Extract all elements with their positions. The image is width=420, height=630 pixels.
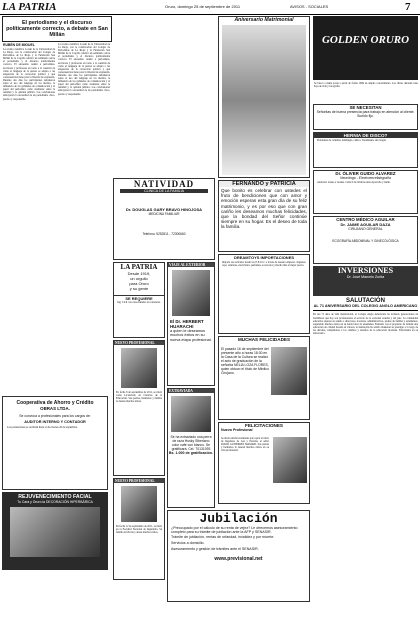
- inversiones-ad: [313, 266, 418, 296]
- jubilacion-item3: Asesoramiento y gestión de trámites ante el SENASIR.: [171, 547, 259, 552]
- patria-ad-l1: Desde 1919,: [127, 271, 151, 276]
- cooperativa-text: Se convoca a profesionales para los cargos de:: [19, 414, 91, 418]
- felicitaciones-photo: [273, 437, 307, 483]
- extraviada-ad: [167, 388, 215, 508]
- fernando-patricia: [218, 180, 310, 252]
- rejuv-photo: [10, 507, 100, 557]
- cumple1-text: En fecha 8 de septiembre de 2011, se tituló como Licenciado en Ciencias de la Educación. Sus padres, hermanos y familia le desean muchos éxitos.: [116, 391, 162, 404]
- oliver-ad: [313, 170, 418, 214]
- patria-ad-l6: Ing. Civil con conocimiento en carreteras.: [117, 301, 161, 304]
- nuevo-profesional-2: [113, 478, 165, 580]
- golden-oruro-ad: [313, 16, 418, 80]
- cumple2-title: NUEVO PROFESIONAL: [114, 479, 164, 483]
- natividad-ad: [113, 178, 215, 260]
- dreamtoys-ad: [218, 254, 310, 334]
- patria-ad-l5: SE REQUIERE: [114, 295, 164, 301]
- page-header: [0, 0, 420, 15]
- inversiones-title: INVERSIONES: [337, 266, 394, 275]
- viaje-name: El Dr. HERBERT HUARACHI: [170, 319, 204, 329]
- salutacion-block: [313, 298, 418, 608]
- felicitaciones-title: FELICITACIONES: [245, 423, 283, 428]
- patria-ad-l4: y su gente: [129, 286, 149, 291]
- salutacion-sub: AL 71 ANIVERSARIO DEL COLEGIO ANGLO AMERICANO: [313, 304, 418, 308]
- cumple2-photo: [121, 486, 157, 522]
- se-necesitan-ad: [313, 104, 418, 130]
- viaje-text: a quien le deseamos muchos éxitos en su nueva etapa profesional.: [170, 329, 212, 342]
- extraviada-reward: Bs. 1.000 de gratificación.: [168, 451, 214, 455]
- centro-extra: ECOGRAFÍA ABDOMINAL Y GINECOLÓGICA: [332, 239, 399, 243]
- salutacion-text: En sus 71 años de vida institucional, el Colegio Anglo Americano ha formado generaciones de bachilleres que hoy son profesionales al servicio de la sociedad orureña y del país. La comunidad educativa expresa su saludo a directores, docentes, administrativos, padres de familia y estudiantes, augurando muchos éxitos en su noble labor de enseñanza. Fundado con el propósito de brindar una educación de calidad basada en valores, la institución ha sabido mantener su prestigio a lo largo de las décadas, adaptándose a los cambios y desafíos de la educación moderna. Felicidades en su aniversario.: [313, 313, 418, 335]
- page-number: 7: [405, 1, 411, 13]
- salutacion-divider: [313, 310, 418, 311]
- jubilacion-item2: Servicios a domicilio.: [171, 541, 205, 546]
- cooperativa-note: Las postulaciones se recibirán hasta el día viernes 28 de septiembre.: [7, 426, 78, 429]
- wedding-photo: [222, 25, 306, 175]
- muchas-title: MUCHAS FELICIDADES: [237, 337, 291, 342]
- muchas-felicidades: [218, 336, 310, 420]
- jubilacion-ad: [167, 510, 310, 602]
- patria-ad-l2: un orgullo: [130, 276, 148, 281]
- viaje-photo: [172, 270, 210, 316]
- extraviada-title: EXTRAVIADA: [168, 389, 214, 393]
- aniversario-title: Aniversario Matrimonial: [234, 17, 294, 23]
- jubilacion-link[interactable]: www.previsional.net: [214, 556, 263, 563]
- dreamtoys-title: DREAMTOYS IMPORTACIONES: [233, 255, 295, 260]
- header-date: Oruro, domingo 25 de septiembre de 2011: [165, 4, 241, 9]
- hernia-text: Problemas de columna, lumbalgia, ciática. Tratamiento sin cirugía.: [317, 139, 387, 142]
- cumple2-text: En fecha 12 de septiembre de 2011, se tituló en la Facultad Nacional de Ingeniería. Su familia le felicita y desea muchos éxitos.: [116, 525, 162, 535]
- muchas-photo: [271, 347, 307, 395]
- header-section: AVISOS - SOCIALES: [290, 4, 329, 9]
- rejuv-title: REJUVENECIMIENTO FACIAL: [18, 494, 92, 500]
- editorial-title: El periodismo y el discurso políticamente correcto, a debate en San Millán: [6, 20, 108, 38]
- salutacion-title: SALUTACIÓN: [346, 298, 385, 304]
- natividad-title: NATIVIDAD: [133, 179, 195, 189]
- rejuv-sub: Tu Cara y Oruro la DECORACIÓN HIPERBÁRICA: [17, 500, 93, 504]
- jubilacion-title: Jubilación: [199, 511, 278, 526]
- fernando-text: Que bonito es celebrar con ustedes el fruto de bendiciones que con amor y emoción esperan esta gran día de su feliz matrimonio, y es por eso que con gran cariño les deseamos muchas felicidades, que la bondad del Señor continúe siempre en su hogar. Es el deseo de toda la familia.: [221, 188, 307, 230]
- oliver-text: Atención: Lunes a viernes. Calle 6 de Octubre entre Ayacucho y Junín.: [317, 181, 391, 184]
- se-necesitan-text: Señoritas de buena presencia para trabajo en atención al cliente. Sueldo fijo.: [316, 110, 415, 118]
- cumple1-photo: [121, 348, 157, 388]
- natividad-doctor: Dr. DOUGLAS GARY BRAVO HINOJOSA: [125, 207, 203, 212]
- centro-medico-ad: [313, 216, 418, 264]
- cumple1-title: NUEVO PROFESIONAL: [114, 341, 164, 345]
- muchas-text: El pasado 16 de septiembre del presente año a horas 18:30 en la Casa de la Cultura se realizó el acto de graduación de la señorita NELIA LOZA FLORES, quien obtuvo el título de Médico Cirujano.: [221, 347, 269, 375]
- centro-doctor: Dr. JAIME AGUILAR DAZA: [340, 222, 391, 227]
- gol-brand: GOLDEN ORURO: [321, 34, 410, 46]
- natividad-phone: Telefono: 5252511 - 72300660: [142, 232, 186, 236]
- editorial-author: RUBÉN DE MIGUEL: [3, 43, 35, 47]
- masthead: LA PATRIA: [2, 1, 57, 13]
- oliver-sub: Neurólogo - Electroencefalografía: [340, 176, 391, 180]
- cooperativa-title: Cooperativa de Ahorro y Crédito: [16, 400, 94, 406]
- jubilacion-text: ¿Preocupado por el cálculo de su renta de vejez? Le ofrecemos asesoramiento completo para su trámite de jubilación ante la AFP y SENASIR.: [171, 526, 298, 535]
- rejuvenecimiento-ad: [2, 492, 108, 570]
- cooperativa-sub: OBRAS LTDA.: [40, 406, 70, 411]
- felicitaciones-sub: Nuevo Profesional: [221, 428, 253, 432]
- se-necesitan-title: SE NECESITAN: [349, 105, 382, 110]
- viaje-title: VIAJE AL EXTERIOR: [168, 263, 214, 267]
- centro-spec: CIRUJANO GENERAL: [348, 227, 383, 231]
- cooperativa-cargo: AUDITOR INTERNO Y CONTADOR: [24, 420, 86, 424]
- oliver-title: Dr. ÓLIVER GUIDO ALVAREZ: [335, 171, 396, 176]
- patria-ad-title: LA PATRIA: [120, 263, 158, 271]
- patria-ad-l3: para Oruro: [129, 281, 149, 286]
- extraviada-photo: [171, 396, 211, 432]
- cooperativa-ad: [2, 396, 108, 490]
- felicitaciones-text: Se tituló satisfactoriamente para optar al título de Ingeniero de Gas y Petróleo el señor DAVID GUTIERREZ MAMANI. Sus padres y hermanos le desean muchos éxitos en su vida profesional.: [221, 437, 269, 453]
- natividad-subtitle: CLINICA DE LA FAMILIA: [120, 189, 208, 193]
- inversiones-name: Dr. José Marcelo Zurita: [346, 275, 385, 279]
- fernando-title: FERNANDO y PATRICIA: [219, 181, 309, 187]
- editorial-body-col2: La revista científica Lorem de la Universidad de La Rioja, con la colaboración del Colegio de Periodistas de La Rioja y la Fundación San Millán de la Cogolla celebró un seminario sobre el periodismo y el discurso políticamente correcto. El encuentro reunió a periodistas, escritores y profesores en torno a la cuestión de cómo el lenguaje de la prensa se adapta a las exigencias de la corrección política y qué consecuencias tiene para la libertad de expresión. Durante dos días los participantes debatieron sobre el uso del lenguaje en los medios, la influencia de los gabinetes de comunicación y el papel del periodista como mediador entre la realidad y la opinión pública. Las conclusiones subrayaron la necesidad de un periodismo claro, preciso y responsable.: [58, 43, 110, 96]
- gol-text: Se busca a dama joven a partir de forma 1999 en amplio conocimiento. Las chicas deberán traer hoja de vida y fotografía.: [314, 82, 418, 89]
- dreamtoys-text: Importa sus artículos desde los E.E.U.U. a través de nuestra empresa. Juguetes, ropa, celulares, electrónica, perfumes, accesorios y mucho más al mejor precio.: [222, 261, 306, 268]
- extraviada-text: Se ha extraviado una perra de raza Husky Siberiano color café con blanco. Se gratificará. Cel. 70131093: [170, 435, 212, 451]
- editorial-title-box: [2, 16, 112, 42]
- nuevo-profesional-1: [113, 340, 165, 476]
- natividad-spec: MEDICINA FAMILIAR: [148, 212, 180, 216]
- hernia-ad: [313, 132, 418, 168]
- centro-title: CENTRO MÉDICO AGUILAR: [336, 217, 395, 222]
- aniversario-box: [218, 16, 310, 178]
- editorial-body-col1: La revista científica Lorem de la Universidad de La Rioja, con la colaboración del Colegio de Periodistas de La Rioja y la Fundación San Millán de la Cogolla celebró un seminario sobre el periodismo y el discurso políticamente correcto. El encuentro reunió a periodistas, escritores y profesores en torno a la cuestión de cómo el lenguaje de la prensa se adapta a las exigencias de la corrección política y qué consecuencias tiene para la libertad de expresión. Durante dos días los participantes debatieron sobre el uso del lenguaje en los medios, la influencia de los gabinetes de comunicación y el papel del periodista como mediador entre la realidad y la opinión pública. Las conclusiones subrayaron la necesidad de un periodismo claro, preciso y responsable.: [3, 48, 55, 101]
- jubilacion-item1: Trámite de jubilación, rentas de orfandad, invalidez y por muerte.: [171, 535, 275, 540]
- hernia-title: HERNIA DE DISCO?: [314, 133, 417, 138]
- felicitaciones: [218, 422, 310, 504]
- viaje-exterior: [167, 262, 215, 386]
- la-patria-ad: [113, 262, 165, 338]
